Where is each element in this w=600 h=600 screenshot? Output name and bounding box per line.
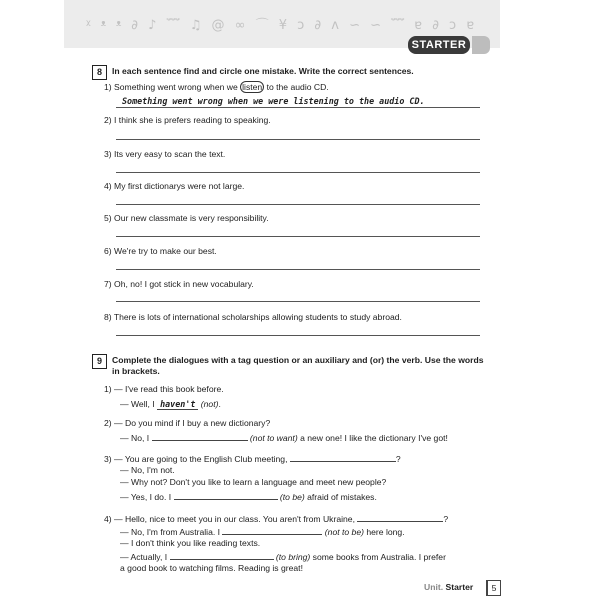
- header-decoration: ᵡ ᵜ ᵜ ∂ ♪ ﹌ ♫ @ ∞ ⌒ ¥ ᴐ ∂ ᴧ ∽ ∽ ﹌ ɐ ∂ ᴐ ɐ: [86, 18, 478, 33]
- sentence-3: 3) Its very easy to scan the text.: [104, 149, 226, 159]
- answer-blank: [170, 551, 274, 560]
- answer-line: [116, 107, 480, 108]
- answer-blank: [152, 432, 248, 441]
- sentence-8: 8) There is lots of international scholarships allowing students to study abroad.: [104, 312, 402, 322]
- exercise-number: 8: [92, 65, 107, 80]
- exercise-number: 9: [92, 354, 107, 369]
- starter-badge-tab: [472, 36, 490, 54]
- unit-label: Unit.: [424, 582, 444, 592]
- exercise-instruction: In each sentence find and circle one mistake. Write the correct sentences.: [112, 66, 414, 76]
- answer-blank: [174, 491, 278, 500]
- exercise-8: [92, 65, 492, 340]
- answer-line: [116, 139, 480, 140]
- page-number: 5: [486, 580, 501, 596]
- dialogue-2-line-2: — No, I (not to want) a new one! I like the dictionary I've got!: [120, 433, 448, 443]
- answer-line: [116, 204, 480, 205]
- answer-line: [116, 335, 480, 336]
- sentence-1: 1) Something went wrong when we listen to the audio CD.: [104, 82, 329, 92]
- dialogue-2-line-1: 2) — Do you mind if I buy a new dictionary?: [104, 418, 271, 428]
- handwritten-answer: haven't: [157, 399, 198, 410]
- exercise-instruction: Complete the dialogues with a tag question or an auxiliary and (or) the verb. Use the words in brackets.: [112, 355, 484, 376]
- answer-line: [116, 301, 480, 302]
- dialogue-4-line-5: a good book to watching films. Reading is great!: [120, 563, 303, 573]
- dialogue-4-line-4: — Actually, I (to bring) some books from Australia. I prefer: [120, 552, 446, 562]
- answer-blank: [290, 453, 396, 462]
- dialogue-3-line-2: — No, I'm not.: [120, 465, 175, 475]
- unit-name: Starter: [445, 582, 474, 592]
- starter-badge: STARTER: [408, 36, 470, 54]
- handwritten-answer: Something went wrong when we were listening to the audio CD.: [122, 96, 425, 106]
- sentence-7: 7) Oh, no! I got stick in new vocabulary.: [104, 279, 254, 289]
- dialogue-1-line-2: — Well, I haven't (not).: [120, 399, 221, 409]
- sentence-6: 6) We're try to make our best.: [104, 246, 217, 256]
- sentence-4: 4) My first dictionarys were not large.: [104, 181, 245, 191]
- page-footer: [424, 582, 497, 593]
- sentence-5: 5) Our new classmate is very responsibility.: [104, 213, 269, 223]
- answer-blank: [222, 526, 322, 535]
- dialogue-3-line-4: — Yes, I do. I (to be) afraid of mistakes.: [120, 492, 377, 502]
- answer-line: [116, 269, 480, 270]
- dialogue-4-line-3: — I don't think you like reading texts.: [120, 538, 261, 548]
- exercise-9: [92, 354, 492, 579]
- sentence-2: 2) I think she is prefers reading to speaking.: [104, 115, 271, 125]
- dialogue-1-line-1: 1) — I've read this book before.: [104, 384, 224, 394]
- dialogue-4-line-2: — No, I'm from Australia. I (not to be) here long.: [120, 527, 405, 537]
- dialogue-4-line-1: 4) — Hello, nice to meet you in our class. You aren't from Ukraine, ?: [104, 514, 449, 524]
- dialogue-3-line-1: 3) — You are going to the English Club meeting, ?: [104, 454, 401, 464]
- answer-blank: [357, 513, 443, 522]
- answer-line: [116, 172, 480, 173]
- answer-line: [116, 236, 480, 237]
- dialogue-3-line-3: — Why not? Don't you like to learn a language and meet new people?: [120, 477, 387, 487]
- circled-mistake: listen: [242, 82, 263, 92]
